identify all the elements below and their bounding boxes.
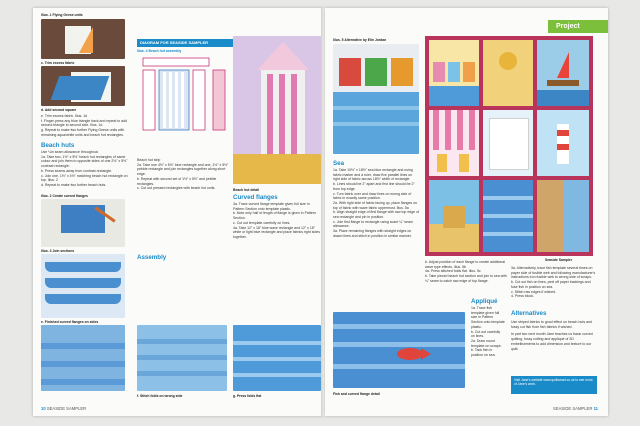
alternative-photo [333,44,419,154]
beach-hut-diagram [137,54,233,154]
paragraph: 4a. Press stitched folds flat. Illus. 5c [425,269,481,274]
quilt-block-huts [429,40,479,106]
heading-assembly: Assembly [137,254,167,261]
paragraph: 1a. Take two, 1½" x 5½" beach hut rectangles of same colour and join them to opposite sides of one 2½" x 5½" contrast rectangle. [41,154,128,169]
heading-beach-huts: Beach huts [41,142,75,149]
quilt-block-stripes [429,110,479,176]
page-number: 10 [41,406,46,411]
caption-alternative: Illus. 5 Alternative by Elin Jordan [333,38,387,42]
paragraph: g. Repeat to make two further Flying Geese units with remaining aqua/white units and beach hut rectangles. [41,128,125,137]
paragraph: 2a. With right side of fabric facing up, place flanges on top of fabric with wave fabric uppermost. Illus. 5a [333,200,418,210]
paragraph: c. Cut out template carefully on lines. [233,220,291,225]
paragraph: c. Join first flange to rectangle using scant ¼" seam allowance. [333,219,413,229]
text-block-alt [511,266,597,299]
paragraph: d. Repeat to make two further beach huts. [41,182,107,187]
caption-two-sections: Illus. 3 Join sections [41,249,75,253]
quilt-block-boat [537,40,589,106]
footer-title: SEASIDE SAMPLER [46,406,87,411]
paragraph: 4. Press block. [511,294,534,299]
paragraph: 3a. Place remaining flanges with straight edges on drawn lines and stitch in position in similar manner. [333,229,412,238]
right-page [325,8,608,416]
trim-photo [41,66,125,106]
info-box: Visit Jane's website www.quiltsmart.co.uk to see more of Jane's work. [511,376,597,394]
paragraph: b. Note only half of length of flange is given in Pattern Section. [233,211,316,221]
flange-photo [41,199,125,247]
text-block-huts [41,150,129,188]
paragraph: f. Finger-press any blue triangle back and repeat to add second triangle to second side. Illus. 1d [41,118,127,128]
paragraph: 4a. Take 12" x 18" blue wave rectangle and 12" x 18" white or light blue rectangle and place fabrics right sides together. [233,225,320,239]
project-tag: Project [548,20,608,33]
paragraph: b. Press seams away from contrast rectangle. [41,168,112,173]
heading-applique: Appliqué [471,298,498,305]
quilt-block-sea [483,180,533,252]
heading-sea: Sea [333,160,345,167]
paragraph: c. Stitch raw edges if wished. [511,289,557,294]
heading-alternatives: Alternatives [511,310,547,317]
beach-hut-photo [233,36,321,184]
right-footer [553,406,598,411]
caption-trim: c. Trim excess fabric [41,61,75,65]
sections-photo [41,254,125,318]
paragraph: b. Adjust position of each flange to create additional wave type effects. Illus. 5b [425,260,505,269]
heading-curved-flanges: Curved flanges [233,194,278,201]
paragraph: b. Tack fish in position on sea. [471,348,496,358]
left-footer [41,406,86,411]
text-block-assembly [137,158,231,191]
footer-title: SEASIDE SAMPLER [553,406,593,411]
caption-sampler: Seaside Sampler [545,258,573,262]
flying-geese-photo [41,19,125,59]
paragraph: e. Trim excess fabric. Illus. 1d [41,114,88,118]
paragraph: 3a. Alternatively, trace fish template several times on paper side of fusible web and following manufacturer's instructions iron fusible web to wrong side of scraps. [511,266,596,280]
paragraph: 2a. Draw round template on scraps. [471,338,502,348]
paragraph: Use striped fabrics to good effect on beach huts and fussy cut fish from fish fabrics if wished. [511,320,592,329]
text-block-sea-1 [333,168,419,239]
paragraph: 2a. Take one 4½" x 5½" blue rectangle and one, 1½" x 5½" pebble rectangle and join rectangles together along short edge. [137,162,229,177]
caption-finished: e. Finished curved flanges on sides [41,320,99,324]
caption-add-squares: d. Add second square [41,108,77,112]
paragraph: c. Join one, 1½" x 4½" matching beach hut rectangle on top. Illus. 2 [41,173,128,183]
caption-gathered: Illus. 2 Create curved flanges [41,194,88,198]
text-block-curved [233,202,321,240]
paragraph: 1a. Take 10½" x 18½" sea blue rectangle and using fabric marker and a ruler, draw five parallel lines on right side of fabric across 18½" width of rectangle. [333,168,413,182]
paragraph: Use ¼in seam allowance throughout. [41,150,99,154]
diagram-header: DIAGRAM FOR SEASIDE SAMPLER [137,39,233,47]
paragraph: 3a. Trace curved flange template given full size in Pattern Section onto template plastic. [233,202,310,211]
paragraph: b. Lines should be 2" apart and first line should be 2" from top edge. [333,182,415,191]
paragraph: Beach hut strip [137,158,161,162]
finished-photo [41,325,125,391]
paragraph: In part two next month Jane teaches us basic curved quilting, fussy cutting and appliqué of 3D embellishments to add dimension and texture to our quilt. [511,332,593,351]
left-page [33,8,323,416]
quilt-block-postcards [483,110,533,176]
paragraph: 1a. Trace fish template given full size in Pattern Section onto template plastic. [471,306,505,329]
paragraph: b. Align straight edge of first flange with raw top edge of sea rectangle and pin in position. [333,210,419,220]
paragraph: b. Cut out fish on lines, peel off paper backings and fuse fish in position on sea. [511,280,591,289]
quilt-block-sun [483,40,533,106]
paragraph: c. Cut out pressed rectangles with beach hut units. [137,186,216,191]
text-block-sea-2 [425,260,507,284]
seaside-sampler-quilt [425,36,593,256]
caption-flying-geese: Illus. 1 Flying Geese units [41,13,83,17]
caption-press: g. Press folds flat [233,394,262,398]
paragraph: b. Repeat with second set of 1½" x 5½" and pebble rectangles. [137,176,217,186]
diagram-sub: Illus. 4 Beach hut assembly [137,49,182,53]
press-photo [233,325,321,391]
stitch-photo [137,325,227,391]
quilt-block-castle [429,180,479,252]
page-number: 11 [593,406,598,411]
paragraph: c. Turn fabric over and draw lines on wrong side of fabric in exactly same position. [333,191,412,201]
quilt-block-lighthouse [537,110,589,176]
caption-beach-hut: Beach hut detail [233,188,260,192]
caption-stitch: f. Stitch folds on wrong side [137,394,183,398]
quilt-block-beach [537,180,589,252]
caption-fish: Fish and curved flange detail [333,392,380,396]
text-block-alt-2 [511,320,597,351]
paragraph: b. Cut out carefully on lines. [471,329,501,339]
fish-photo [333,312,465,388]
paragraph: b. Take pieced beach hut section and join to sea with ¼" seam to catch raw edge of top flange. [425,274,507,283]
text-block-applique [471,306,505,358]
text-block-1 [41,114,129,138]
